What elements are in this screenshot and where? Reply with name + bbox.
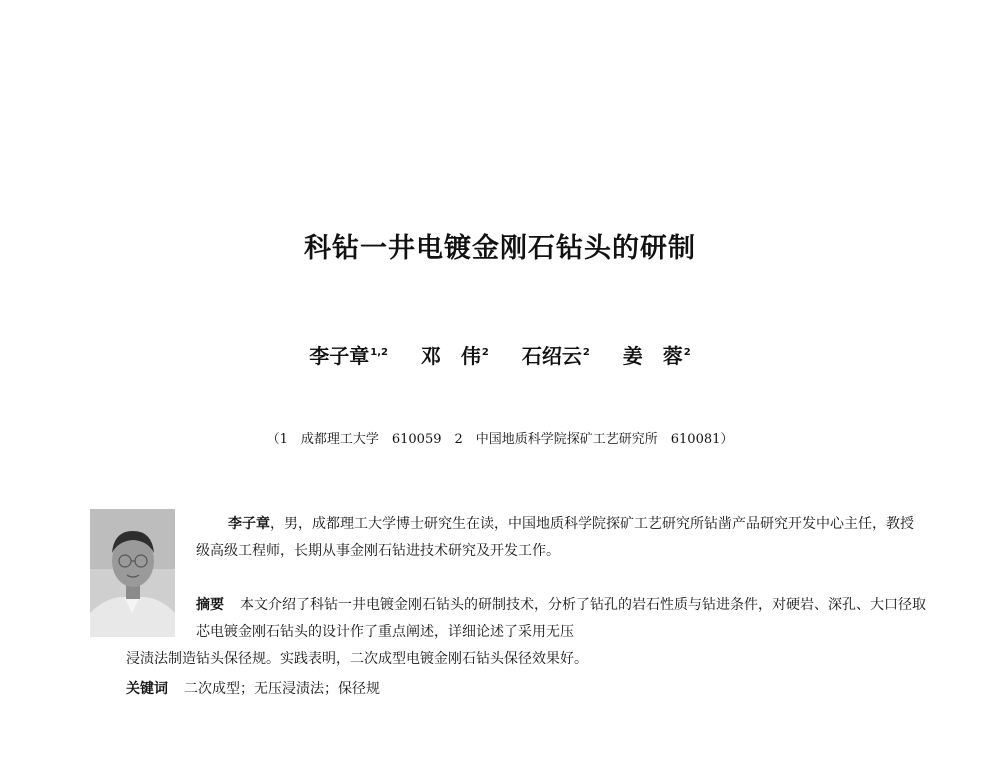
author-list [0, 340, 1000, 369]
author-name: 邓 伟 [420, 344, 481, 368]
abstract-text: 本文介绍了科钻一井电镀金刚石钻头的研制技术，分析了钻孔的岩石性质与钻进条件，对硬岩、深孔、大口径取芯电镀金刚石钻头的设计作了重点阐述，详细论述了采用无压 [196, 597, 926, 640]
paper-title: 科钻一井电镀金刚石钻头的研制 [304, 233, 696, 264]
author [309, 340, 388, 369]
author-affiliation-marker: 2 [481, 347, 489, 359]
author-affiliation-marker: 2 [582, 347, 590, 359]
author [421, 340, 489, 369]
keywords-label: 关键词 [126, 681, 168, 697]
author [623, 340, 691, 369]
bio-author-name: 李子章 [228, 516, 270, 532]
abstract [196, 592, 926, 646]
author-name: 姜 蓉 [622, 344, 683, 368]
author-name: 石绍云 [521, 344, 582, 368]
author-affiliation-marker: 1,2 [370, 347, 388, 359]
author-affiliation-marker: 2 [683, 347, 691, 359]
bio-text: ，男，成都理工大学博士研究生在读，中国地质科学院探矿工艺研究所钻凿产品研究开发中心主任，教授级高级工程师，长期从事金刚石钻进技术研究及开发工作。 [196, 516, 914, 559]
keywords [126, 676, 926, 703]
portrait-image [90, 509, 175, 637]
author-bio [196, 511, 926, 565]
author [522, 340, 590, 369]
keywords-text: 二次成型；无压浸渍法；保径规 [184, 681, 380, 697]
affiliations: （1 成都理工大学 610059 2 中国地质科学院探矿工艺研究所 610081） [266, 432, 734, 447]
abstract-continuation: 浸渍法制造钻头保径规。实践表明，二次成型电镀金刚石钻头保径效果好。 [126, 651, 588, 667]
author-name: 李子章 [309, 344, 370, 368]
abstract-label: 摘要 [196, 597, 224, 613]
author-photo [90, 509, 175, 637]
